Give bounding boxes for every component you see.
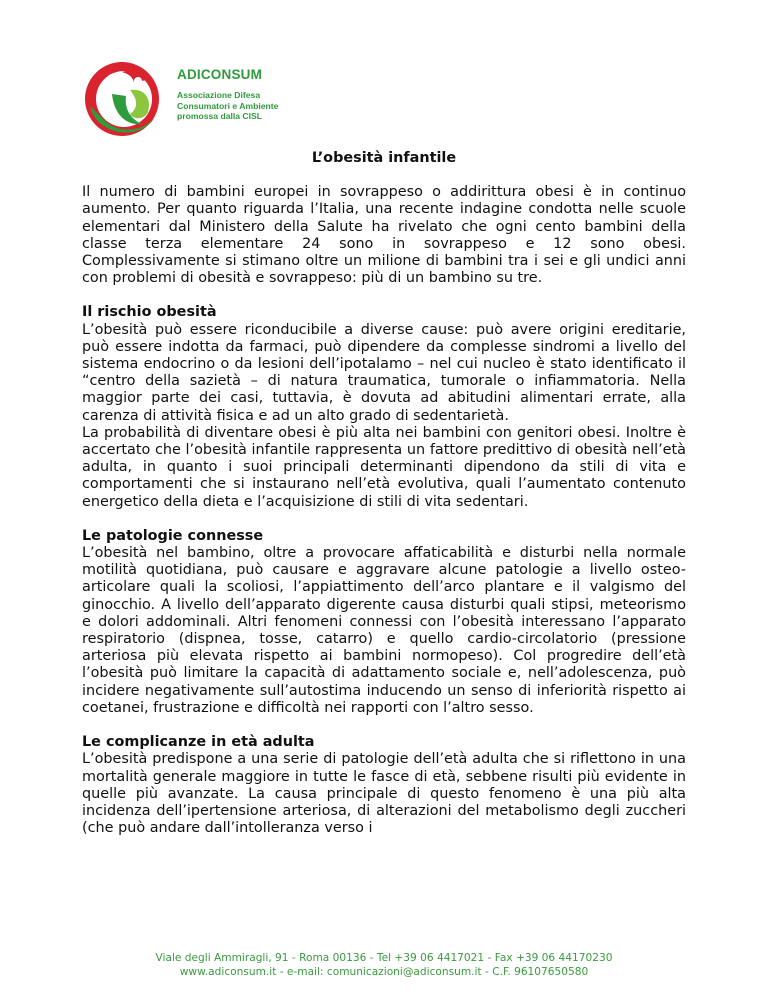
section-complicanze-eta-adulta: [82, 734, 686, 837]
section-paragraph: L’obesità può essere riconducibile a diverse cause: può avere origini ereditarie, può essere indotta da farmaci, può dipendere da complesse sindromi a livello del sistema endocrino o da lesioni dell’ipotalamo – nel cui nucleo è stato identificato il “centro della sazietà – di natura traumatica, tumorale o infiammatoria. Nella maggior parte dei casi, tuttavia, è dovuta ad abitudini alimentari errate, alla carenza di attività fisica e ad un alto grado di sedentarietà.: [82, 321, 686, 424]
adiconsum-logo: [82, 54, 282, 144]
section-rischio-obesita: [82, 304, 686, 510]
footer-contacts: www.adiconsum.it - e-mail: comunicazioni@adiconsum.it - C.F. 96107650580: [179, 965, 589, 978]
logo-emblem-icon: [82, 54, 172, 144]
document-title: L’obesità infantile: [311, 150, 457, 166]
logo-tagline: [177, 90, 287, 122]
logo-tagline-line: Consumatori e Ambiente: [177, 100, 279, 111]
intro-paragraph: Il numero di bambini europei in sovrappeso o addirittura obesi è in continuo aumento. Per quanto riguarda l’Italia, una recente indagine condotta nelle scuole elementari dal Ministero della Salute ha rivelato che ogni cento bambini della classe terza elementare 24 sono in sovrappeso e 12 sono obesi. Complessivamente si stimano oltre un milione di bambini tra i sei e gli undici anni con problemi di obesità e sovrappeso: più di un bambino su tre.: [82, 184, 686, 287]
section-heading: Le complicanze in età adulta: [82, 734, 315, 751]
logo-tagline-line: Associazione Difesa: [177, 90, 261, 100]
section-paragraph: L’obesità predispone a una serie di patologie dell’età adulta che si riflettono in una mortalità generale maggiore in tutte le fasce di età, sebbene risulti più evidente in quelle più avanzate. La causa principale di questo fenomeno è una più alta incidenza dell’ipertensione arteriosa, di alterazioni del metabolismo degli zuccheri (che può andare dall’intolleranza verso i: [82, 751, 686, 837]
section-paragraph: La probabilità di diventare obesi è più alta nei bambini con genitori obesi. Inoltre è accertato che l’obesità infantile rappresenta un fattore predittivo di obesità nell’età adulta, in quanto i suoi principali determinanti dipendono da stili di vita e comportamenti che si instaurano nell’età evolutiva, quali l’aumentato contenuto energetico della dieta e l’acquisizione di stili di vita sedentari.: [82, 424, 686, 510]
footer-address: Viale degli Ammiragli, 91 - Roma 00136 - Tel +39 06 4417021 - Fax +39 06 44170230: [155, 952, 613, 964]
section-paragraph: L’obesità nel bambino, oltre a provocare affaticabilità e disturbi nella normale motilità quotidiana, può causare e aggravare alcune patologie a livello osteo-articolare quali la scoliosi, l’appiattimento dell’arco plantare e il valgismo del ginocchio. A livello dell’apparato digerente causa disturbi quali stipsi, meteorismo e dolori addominali. Altri fenomeni connessi con l’obesità interessano l’apparato respiratorio (dispnea, tosse, catarro) e quello cardio-circolatorio (pressione arteriosa più elevata rispetto ai bambini normopeso). Col progredire dell’età l’obesità può limitare la capacità di adattamento sociale e, nell’adolescenza, può incidere negativamente sull’autostima inducendo un senso di inferiorità rispetto ai coetanei, frustrazione e difficoltà nei rapporti con l’altro sesso.: [82, 545, 686, 716]
page-footer: [0, 952, 768, 979]
section-patologie-connesse: [82, 528, 686, 717]
document-body: [82, 150, 686, 837]
logo-wordmark: ADICONSUM: [177, 67, 263, 82]
section-heading: Le patologie connesse: [82, 527, 264, 544]
logo-tagline-line: promossa dalla CISL: [177, 111, 263, 121]
section-heading: Il rischio obesità: [82, 304, 217, 321]
